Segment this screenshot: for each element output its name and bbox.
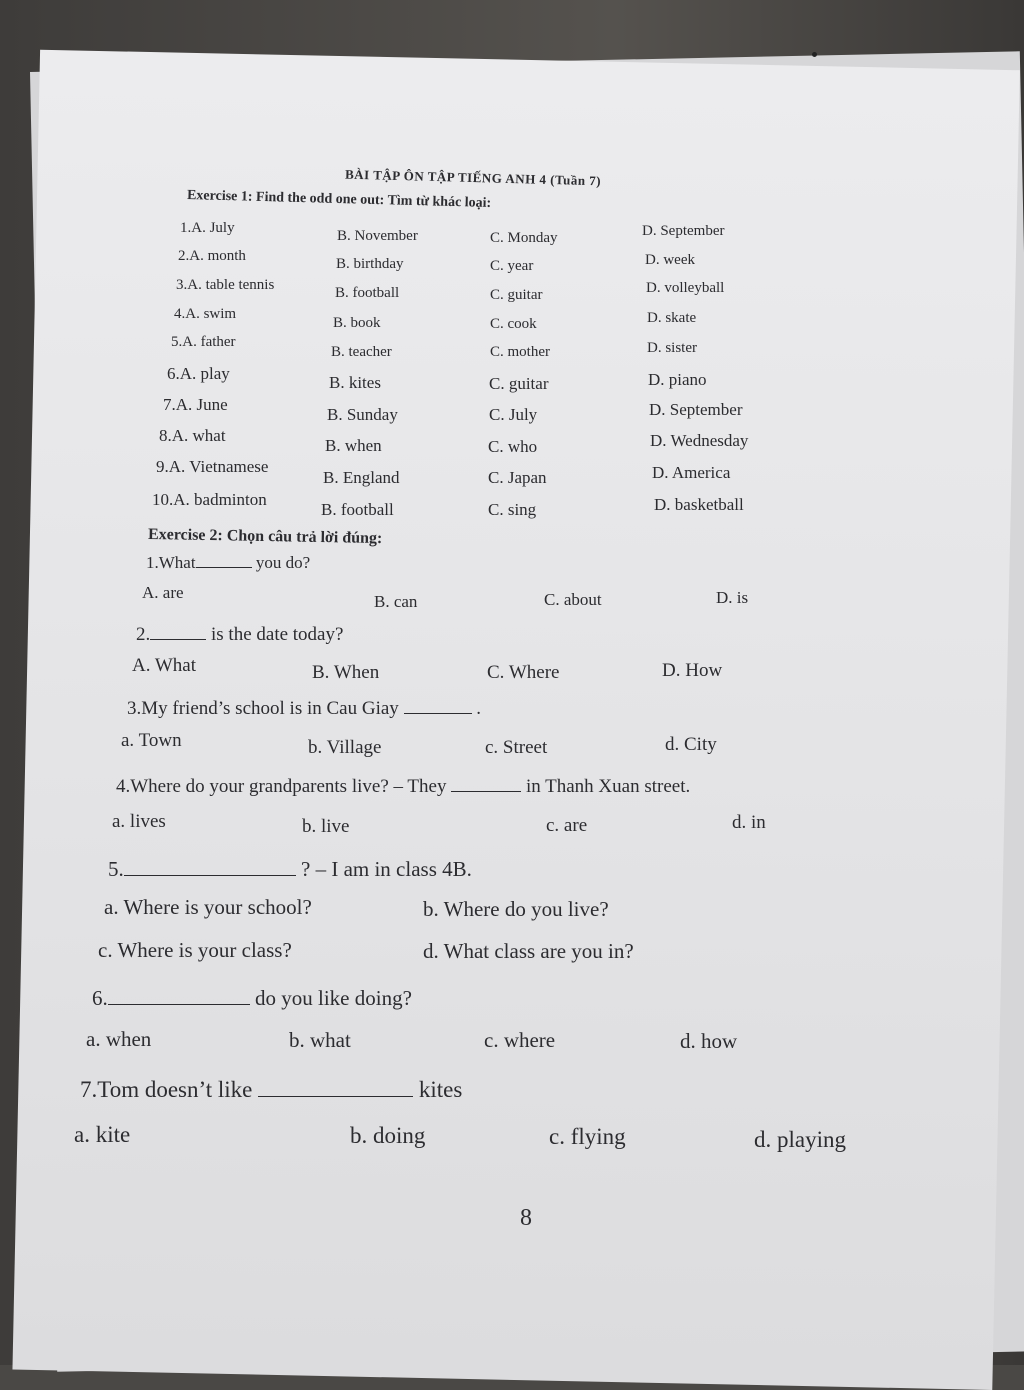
ex2-q5-option-c: c. Where is your class?	[98, 938, 292, 962]
ex2-q7-option-c: c. flying	[549, 1124, 626, 1149]
ex1-option-c: C. July	[489, 405, 538, 424]
ex1-option-c: C. mother	[490, 344, 550, 360]
ex1-option-c: C. Monday	[490, 230, 558, 246]
ex1-option-a: 6.A. play	[167, 364, 230, 383]
ex1-row	[0, 248, 1024, 272]
ex1-option-b: B. football	[335, 285, 400, 301]
ex1-row	[0, 395, 1024, 424]
ex2-q1-option-d: D. is	[716, 588, 749, 607]
ex2-q6-option-c: c. where	[484, 1028, 556, 1052]
ex2-q4-option-c: c. are	[546, 815, 588, 836]
ex1-option-d: D. sister	[647, 340, 697, 356]
ex1-option-a: 2.A. month	[178, 248, 246, 264]
answer-blank	[150, 620, 206, 640]
ex1-option-b: B. teacher	[331, 344, 392, 360]
ex1-option-a: 3.A. table tennis	[176, 277, 275, 293]
ex2-q1-option-a: A. are	[142, 583, 184, 602]
ex1-option-b: B. birthday	[336, 256, 404, 272]
answer-blank	[258, 1073, 413, 1097]
answer-blank	[451, 772, 521, 792]
ex1-option-b: B. England	[323, 468, 400, 487]
ex2-q3-option-b: b. Village	[308, 737, 382, 758]
ex1-option-d: D. basketball	[654, 495, 744, 514]
ex1-option-d: D. September	[649, 400, 743, 419]
ex1-row	[0, 426, 1024, 456]
ex2-q6-option-d: d. how	[680, 1029, 738, 1053]
ex2-q3-option-d: d. City	[665, 734, 717, 755]
ex2-q2-option-c: C. Where	[487, 662, 560, 683]
ex2-question-4: 4.Where do your grandparents live? – They in Thanh Xuan street.	[116, 772, 690, 798]
ex1-option-a: 10.A. badminton	[152, 490, 267, 509]
ex2-question-6: 6. do you like doing?	[92, 983, 412, 1011]
ex2-q5-option-a: a. Where is your school?	[104, 895, 312, 919]
ex1-option-d: D. America	[652, 463, 731, 482]
answer-blank	[196, 550, 252, 568]
ex2-q2-option-d: D. How	[662, 660, 723, 681]
ex2-q6-option-a: a. when	[86, 1027, 152, 1051]
ex1-option-a: 8.A. what	[159, 426, 226, 445]
ex2-q5-option-d: d. What class are you in?	[423, 939, 634, 963]
exercise2-heading: Exercise 2: Chọn câu trả lời đúng:	[147, 525, 383, 548]
ex2-q3-option-c: c. Street	[485, 737, 548, 758]
ex1-option-b: B. kites	[329, 373, 381, 392]
ex1-row	[0, 457, 1024, 487]
ex1-option-c: C. guitar	[490, 287, 543, 303]
ex2-q7-option-d: d. playing	[754, 1127, 846, 1152]
ex1-option-c: C. who	[488, 437, 538, 456]
ex2-q6-option-b: b. what	[289, 1028, 351, 1052]
ex2-q1-option-c: C. about	[544, 590, 602, 609]
exercise1-heading: Exercise 1: Find the odd one out: Tìm từ khác loại:	[186, 188, 492, 211]
ex1-row	[0, 364, 1024, 393]
ex2-q4-option-d: d. in	[732, 812, 766, 833]
answer-blank	[404, 694, 472, 714]
ex2-q2-option-b: B. When	[312, 662, 380, 683]
ex1-option-d: D. week	[645, 252, 695, 268]
ex1-option-c: C. guitar	[489, 374, 549, 393]
ex1-option-c: C. Japan	[488, 468, 547, 487]
worksheet-title: BÀI TẬP ÔN TẬP TIẾNG ANH 4 (Tuần 7)	[344, 166, 602, 189]
ex2-q7-option-b: b. doing	[350, 1123, 426, 1148]
ex1-option-d: D. Wednesday	[650, 431, 749, 450]
ex1-row	[0, 220, 1024, 244]
answer-blank	[124, 854, 296, 876]
ex1-option-a: 9.A. Vietnamese	[156, 457, 269, 476]
ex2-question-7: 7.Tom doesn’t like kites	[80, 1073, 462, 1103]
ex1-option-b: B. Sunday	[327, 405, 398, 424]
ex2-q7-option-a: a. kite	[74, 1122, 131, 1147]
ex1-option-d: D. skate	[647, 310, 697, 326]
ex2-q1-option-b: B. can	[374, 592, 418, 611]
ex1-option-a: 1.A. July	[180, 220, 235, 236]
ex1-option-c: C. year	[490, 258, 534, 274]
page-number: 8	[520, 1205, 532, 1231]
ex1-option-d: D. volleyball	[646, 280, 725, 296]
ex2-q4-option-a: a. lives	[112, 811, 166, 832]
ex1-option-b: B. November	[337, 228, 418, 244]
ex2-question-1: 1.What you do?	[146, 550, 310, 573]
ex2-question-3: 3.My friend’s school is in Cau Giay .	[127, 694, 481, 720]
ex2-q2-option-a: A. What	[132, 655, 197, 676]
answer-blank	[108, 983, 250, 1005]
ex1-option-a: 7.A. June	[163, 395, 228, 414]
ex1-option-c: C. sing	[488, 500, 537, 519]
ex1-row	[0, 306, 1024, 330]
ex1-row	[0, 490, 1024, 519]
ex1-option-b: B. football	[321, 500, 394, 519]
ex2-question-2: 2. is the date today?	[136, 620, 343, 646]
ex1-option-b: B. book	[333, 315, 381, 331]
ex1-option-d: D. September	[642, 223, 725, 239]
ex1-option-d: D. piano	[648, 370, 707, 389]
ex1-row	[0, 334, 1024, 358]
ex2-q3-option-a: a. Town	[121, 730, 182, 751]
ex1-row	[0, 277, 1024, 301]
ex2-question-5: 5. ? – I am in class 4B.	[108, 854, 472, 882]
ex1-option-b: B. when	[325, 436, 382, 455]
ex1-option-a: 5.A. father	[171, 334, 236, 350]
ex2-q4-option-b: b. live	[302, 816, 350, 837]
ex2-q5-option-b: b. Where do you live?	[423, 897, 609, 921]
ex1-option-c: C. cook	[490, 316, 537, 332]
ex1-option-a: 4.A. swim	[174, 306, 237, 322]
